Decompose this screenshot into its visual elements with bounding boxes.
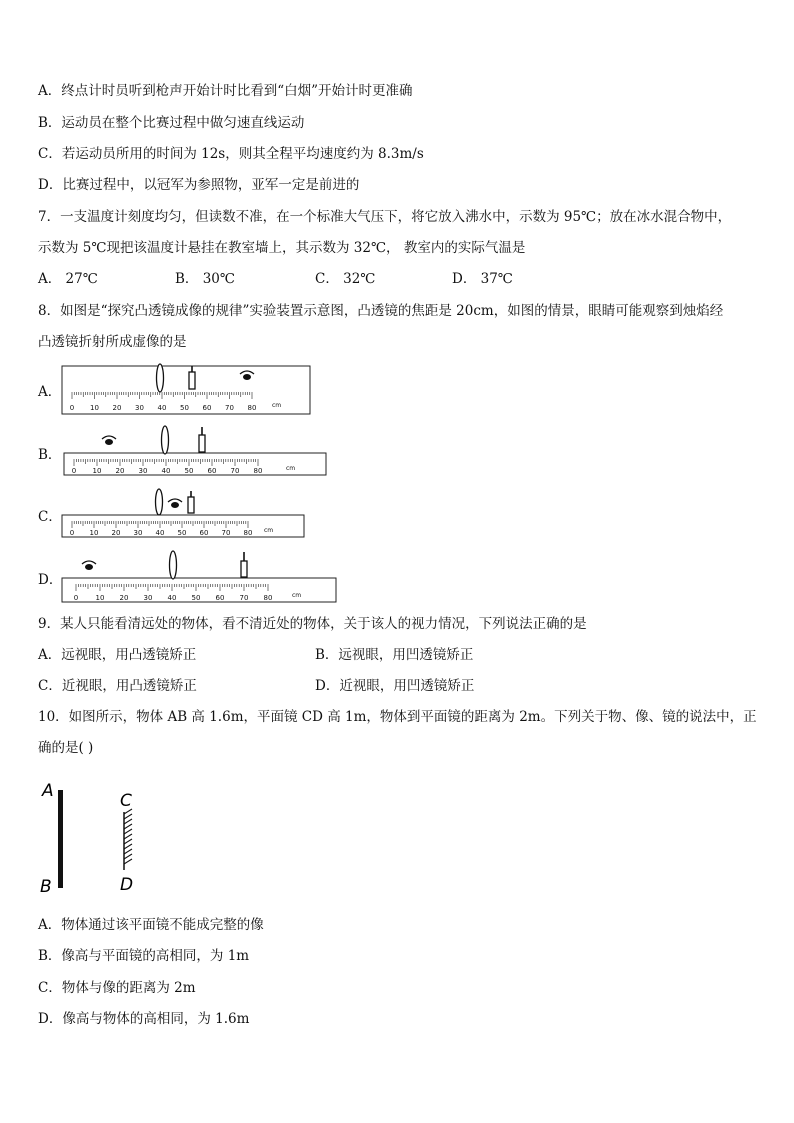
convex-lens [157, 364, 164, 392]
q9-option-b: B．远视眼，用凹透镜矫正 [315, 647, 474, 663]
scale-label: 20 [119, 594, 129, 602]
q6-option-d: D．比赛过程中，以冠军为参照物，亚军一定是前进的 [38, 177, 360, 193]
candle [199, 427, 205, 452]
mirror-hatch [124, 834, 132, 839]
scale-label: 70 [225, 404, 234, 412]
q9-option-a: A．远视眼，用凸透镜矫正 [38, 647, 197, 663]
q7-option-c: C． 32℃ [315, 271, 376, 287]
label-b: B [40, 877, 52, 897]
scale-label: 40 [157, 404, 167, 412]
candle [241, 552, 247, 577]
scale-label: 30 [135, 404, 144, 412]
scale-label: 60 [199, 529, 209, 537]
mirror-hatch [124, 839, 132, 844]
mirror-hatch [124, 829, 132, 834]
q6-option-b: B．运动员在整个比赛过程中做匀速直线运动 [38, 115, 305, 131]
plane-mirror-cd [124, 809, 132, 870]
q10-option-b: B．像高与平面镜的高相同，为 1m [38, 948, 250, 964]
scale-label: 0 [69, 529, 75, 537]
scale-label: 60 [207, 467, 217, 475]
scale-label: 30 [133, 529, 143, 537]
object-ab [58, 790, 63, 888]
convex-lens [162, 426, 169, 454]
q8-stem-line1: 8．如图是“探究凸透镜成像的规律”实验装置示意图，凸透镜的焦距是 20cm，如图的情景，眼睛可能观察到烛焰经 [38, 303, 724, 319]
mirror-hatch [124, 854, 132, 859]
label-c: C [120, 791, 132, 811]
scale-label: 40 [167, 594, 177, 602]
label-a: A [42, 781, 54, 801]
scale-label: 60 [215, 594, 225, 602]
q8-label-b: B． [38, 447, 62, 463]
scale-label: 70 [221, 529, 231, 537]
q7-option-d: D． 37℃ [452, 271, 513, 287]
scale-label: 40 [155, 529, 165, 537]
scale-label: 50 [180, 404, 189, 412]
q7-stem-line2: 示数为 5℃现把该温度计悬挂在教室墙上，其示数为 32℃， 教室内的实际气温是 [38, 240, 526, 256]
scale-label: 20 [111, 529, 121, 537]
scale-label: 60 [202, 404, 212, 412]
scale-label: 80 [253, 467, 263, 475]
mirror-hatch [124, 814, 132, 819]
scale-label: 10 [90, 404, 99, 412]
scale-unit: cm [292, 592, 302, 599]
scale-label: 20 [115, 467, 125, 475]
scale-label: 30 [143, 594, 153, 602]
scale-label: 50 [184, 467, 194, 475]
q6-option-c: C．若运动员所用的时间为 12s，则其全程平均速度约为 8.3m/s [38, 146, 424, 162]
scale-label: 0 [69, 404, 75, 412]
q8-bench-d [58, 548, 348, 604]
candle [188, 491, 194, 513]
scale-unit: cm [272, 402, 282, 409]
scale-label: 70 [239, 594, 249, 602]
scale-label: 40 [161, 467, 171, 475]
scale-label: 0 [73, 594, 79, 602]
mirror-hatch [124, 849, 132, 854]
scale-label: 10 [92, 467, 102, 475]
eye-icon [102, 436, 116, 445]
scale-label: 80 [263, 594, 273, 602]
q8-bench-a [58, 362, 318, 412]
scale-unit: cm [264, 527, 274, 534]
q10-stem-line1: 10．如图所示，物体 AB 高 1.6m，平面镜 CD 高 1m，物体到平面镜的距离为 2m。下列关于物、像、镜的说法中，正 [38, 709, 757, 725]
scale-label: 20 [112, 404, 122, 412]
scale-label: 10 [89, 529, 99, 537]
label-d: D [120, 875, 134, 895]
scale-label: 30 [138, 467, 148, 475]
scale-label: 50 [177, 529, 187, 537]
q10-option-d: D．像高与物体的高相同，为 1.6m [38, 1011, 250, 1027]
q7-stem-line1: 7．一支温度计刻度均匀，但读数不准，在一个标准大气压下，将它放入沸水中，示数为 95℃；放在冰水混合物中， [38, 209, 732, 225]
q9-stem: 9．某人只能看清远处的物体，看不清近处的物体，关于该人的视力情况，下列说法正确的是 [38, 616, 587, 632]
q7-option-a: A． 27℃ [38, 271, 98, 287]
scale-label: 70 [230, 467, 240, 475]
q10-option-a: A．物体通过该平面镜不能成完整的像 [38, 917, 264, 933]
mirror-hatch [124, 844, 132, 849]
q9-option-d: D．近视眼，用凹透镜矫正 [315, 678, 475, 694]
q6-option-a: A．终点计时员听到枪声开始计时比看到“白烟”开始计时更准确 [38, 83, 413, 99]
mirror-hatch [124, 859, 132, 864]
q8-label-c: C． [38, 509, 62, 525]
q8-label-d: D． [38, 572, 63, 588]
scale-label: 80 [247, 404, 257, 412]
q7-option-b: B． 30℃ [175, 271, 235, 287]
q10-option-c: C．物体与像的距离为 2m [38, 980, 196, 996]
scale-label: 10 [95, 594, 105, 602]
q8-stem-line2: 凸透镜折射所成虚像的是 [38, 334, 187, 350]
q8-bench-c [58, 487, 318, 537]
mirror-hatch [124, 824, 132, 829]
scale-label: 80 [243, 529, 253, 537]
eye-icon [82, 561, 96, 570]
scale-label: 50 [191, 594, 201, 602]
q10-figure [38, 778, 158, 898]
scale-label: 0 [71, 467, 77, 475]
convex-lens [156, 489, 163, 515]
q9-option-c: C．近视眼，用凸透镜矫正 [38, 678, 197, 694]
convex-lens [170, 551, 177, 579]
q8-label-a: A． [38, 384, 62, 400]
scale-unit: cm [286, 465, 296, 472]
q10-stem-line2: 确的是( ) [38, 740, 94, 756]
eye-icon [168, 499, 182, 508]
q8-bench-b [58, 423, 338, 473]
mirror-hatch [124, 819, 132, 824]
